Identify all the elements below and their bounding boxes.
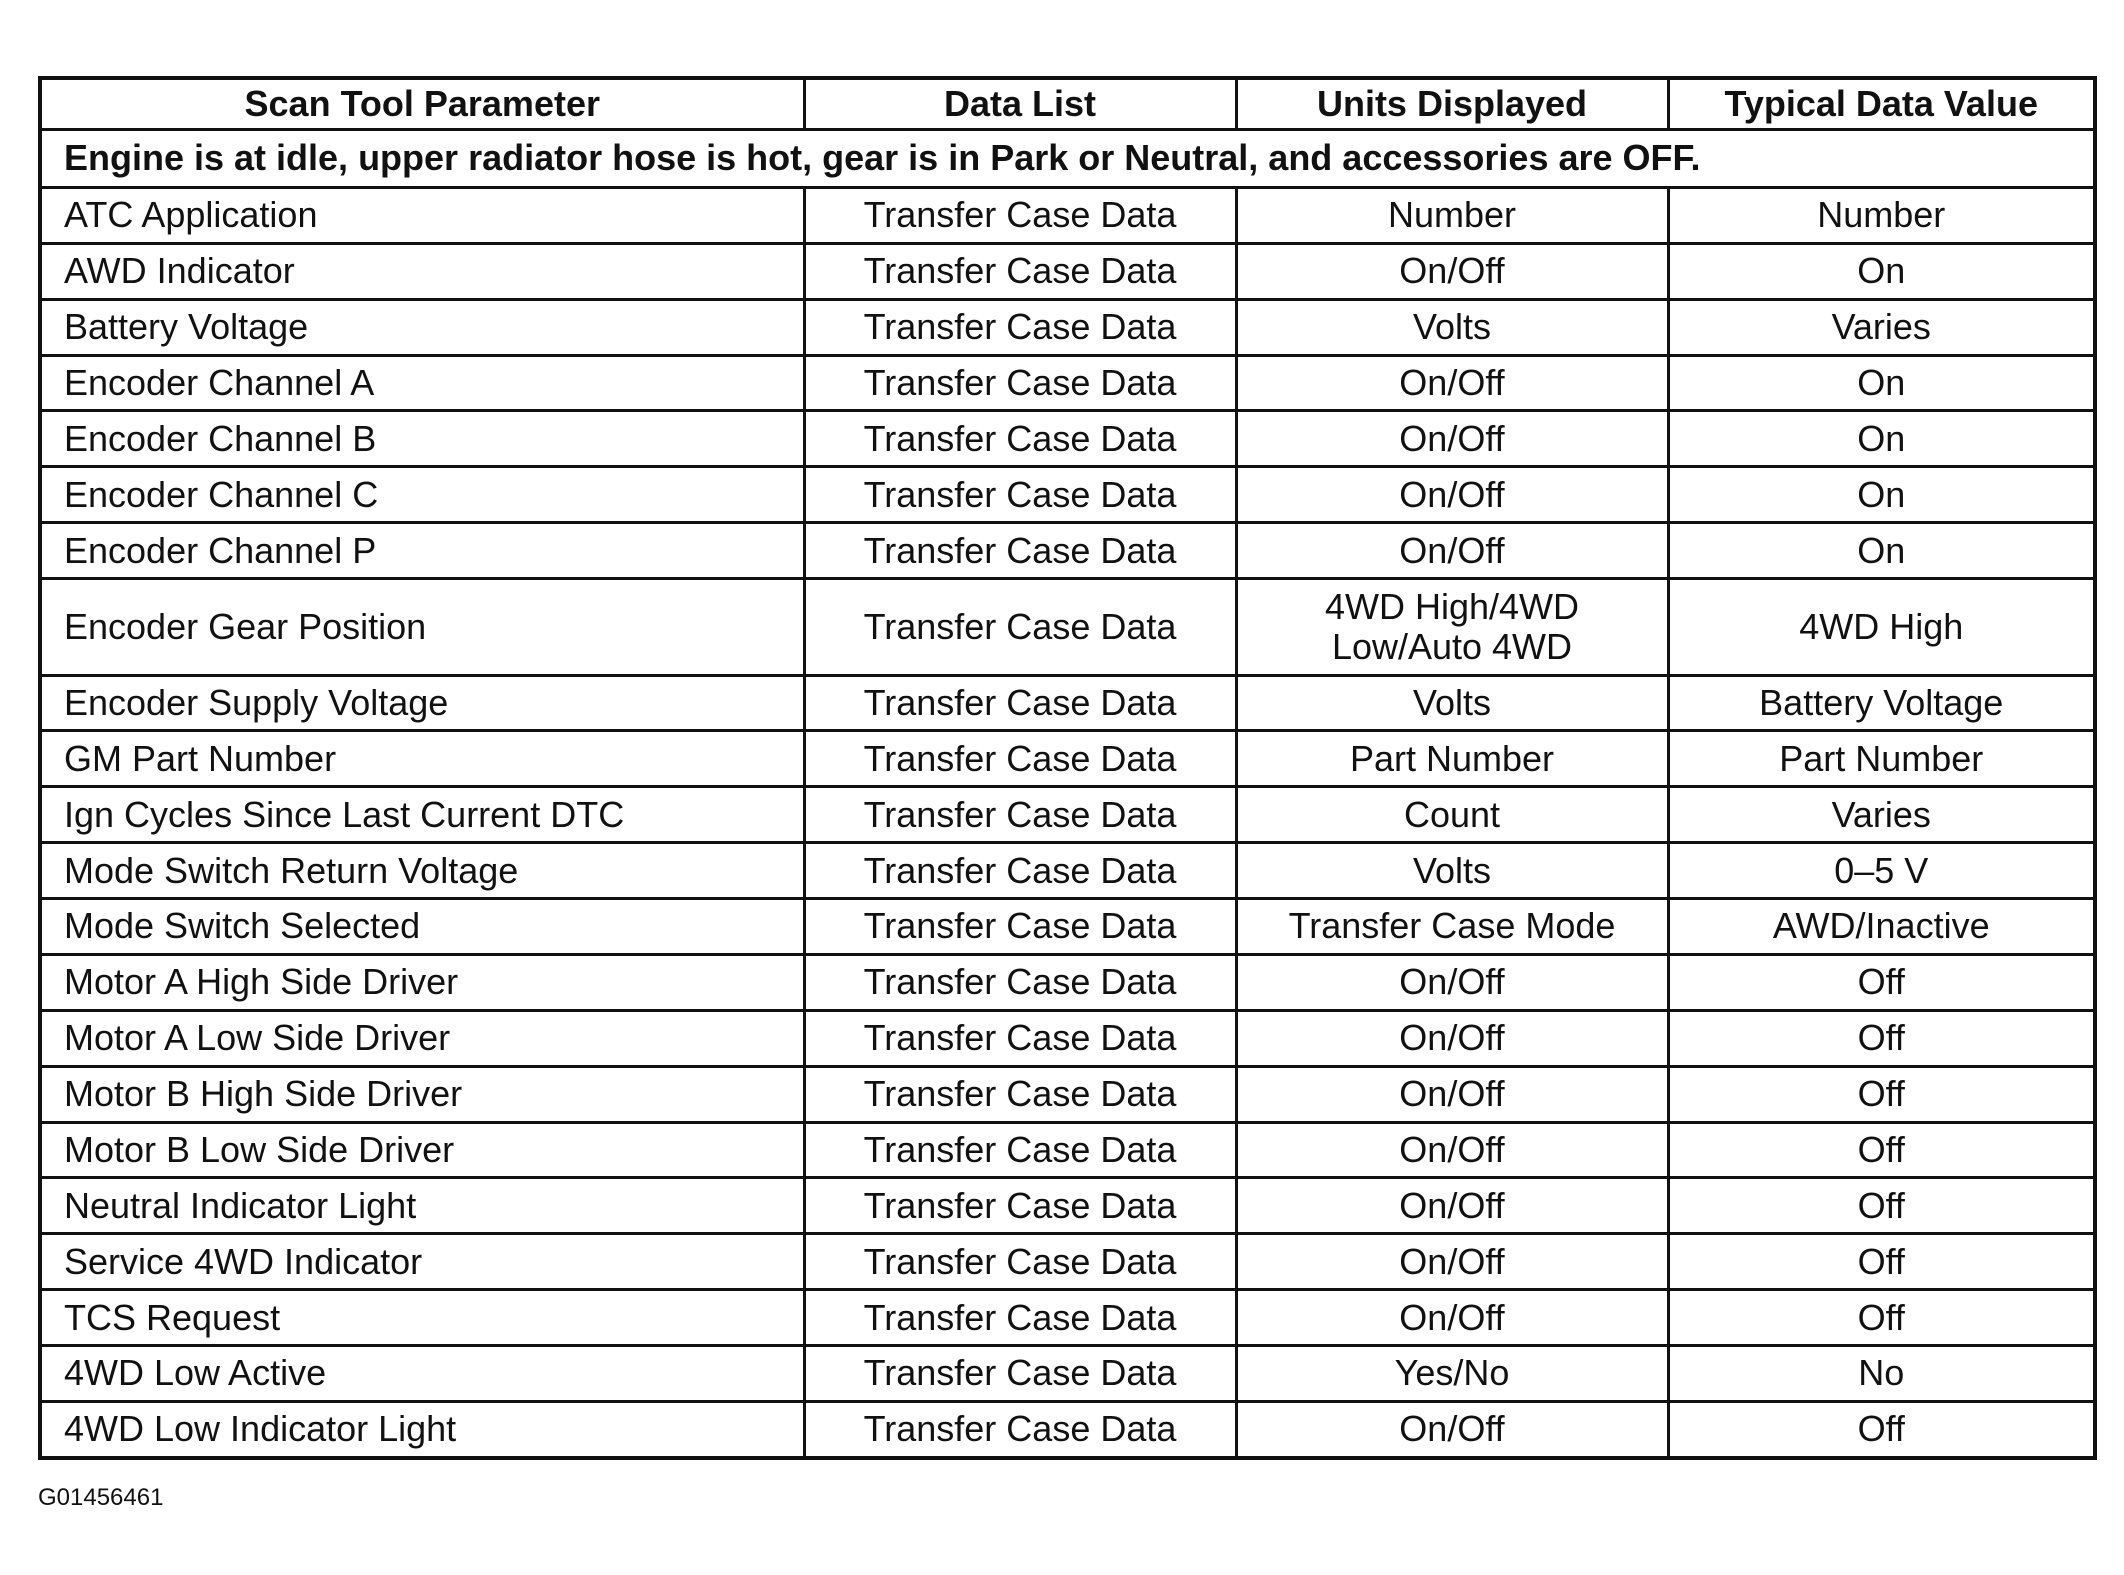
data-list-cell: Transfer Case Data [804, 1234, 1236, 1290]
parameter-cell: TCS Request [40, 1290, 804, 1346]
typical-value-cell: Varies [1668, 787, 2095, 843]
header-units-displayed: Units Displayed [1236, 78, 1668, 130]
typical-value-cell: Varies [1668, 299, 2095, 355]
data-list-cell: Transfer Case Data [804, 411, 1236, 467]
figure-id: G01456461 [38, 1484, 164, 1511]
data-list-cell: Transfer Case Data [804, 1346, 1236, 1402]
header-data-list: Data List [804, 78, 1236, 130]
data-list-cell: Transfer Case Data [804, 954, 1236, 1010]
units-cell: On/Off [1236, 1178, 1668, 1234]
table-row [40, 355, 2095, 411]
units-cell: On/Off [1236, 1010, 1668, 1066]
data-list-cell: Transfer Case Data [804, 523, 1236, 579]
table-row [40, 675, 2095, 731]
table-row [40, 1290, 2095, 1346]
typical-value-cell: 4WD High [1668, 579, 2095, 676]
units-cell: On/Off [1236, 467, 1668, 523]
parameter-cell: Encoder Supply Voltage [40, 675, 804, 731]
units-cell: On/Off [1236, 1401, 1668, 1458]
data-list-cell: Transfer Case Data [804, 731, 1236, 787]
table-row [40, 1122, 2095, 1178]
parameter-cell: ATC Application [40, 187, 804, 243]
table-row [40, 523, 2095, 579]
data-list-cell: Transfer Case Data [804, 1066, 1236, 1122]
data-list-cell: Transfer Case Data [804, 1290, 1236, 1346]
typical-value-cell: On [1668, 523, 2095, 579]
parameter-cell: Encoder Channel C [40, 467, 804, 523]
typical-value-cell: Off [1668, 1178, 2095, 1234]
units-cell: Part Number [1236, 731, 1668, 787]
parameter-cell: Motor A High Side Driver [40, 954, 804, 1010]
parameter-cell: 4WD Low Indicator Light [40, 1401, 804, 1458]
typical-value-cell: No [1668, 1346, 2095, 1402]
units-cell: Volts [1236, 675, 1668, 731]
table-row [40, 731, 2095, 787]
table-row [40, 187, 2095, 243]
typical-value-cell: On [1668, 243, 2095, 299]
data-list-cell: Transfer Case Data [804, 899, 1236, 955]
typical-value-cell: Off [1668, 1066, 2095, 1122]
parameter-cell: Neutral Indicator Light [40, 1178, 804, 1234]
table-row [40, 1066, 2095, 1122]
parameter-cell: Mode Switch Selected [40, 899, 804, 955]
units-cell: On/Off [1236, 954, 1668, 1010]
units-cell: On/Off [1236, 1290, 1668, 1346]
condition-note-row [40, 130, 2095, 188]
table-row [40, 1401, 2095, 1458]
units-cell: On/Off [1236, 1122, 1668, 1178]
parameter-cell: AWD Indicator [40, 243, 804, 299]
data-list-cell: Transfer Case Data [804, 579, 1236, 676]
units-cell: Volts [1236, 843, 1668, 899]
table-row [40, 1178, 2095, 1234]
table-row [40, 1010, 2095, 1066]
parameter-cell: Encoder Gear Position [40, 579, 804, 676]
data-list-cell: Transfer Case Data [804, 299, 1236, 355]
table-row [40, 243, 2095, 299]
parameter-cell: Motor A Low Side Driver [40, 1010, 804, 1066]
parameter-cell: 4WD Low Active [40, 1346, 804, 1402]
data-list-cell: Transfer Case Data [804, 1010, 1236, 1066]
data-list-cell: Transfer Case Data [804, 243, 1236, 299]
typical-value-cell: Off [1668, 954, 2095, 1010]
data-list-cell: Transfer Case Data [804, 1178, 1236, 1234]
table-header-row [40, 78, 2095, 130]
units-cell: On/Off [1236, 243, 1668, 299]
table-body [40, 130, 2095, 1459]
parameter-cell: Service 4WD Indicator [40, 1234, 804, 1290]
parameter-cell: Ign Cycles Since Last Current DTC [40, 787, 804, 843]
data-list-cell: Transfer Case Data [804, 787, 1236, 843]
typical-value-cell: Off [1668, 1401, 2095, 1458]
units-cell: Volts [1236, 299, 1668, 355]
parameter-cell: Battery Voltage [40, 299, 804, 355]
typical-value-cell: 0–5 V [1668, 843, 2095, 899]
table-row [40, 954, 2095, 1010]
scan-tool-data-table [38, 76, 2097, 1460]
units-cell: 4WD High/4WD Low/Auto 4WD [1236, 579, 1668, 676]
typical-value-cell: On [1668, 355, 2095, 411]
typical-value-cell: Off [1668, 1010, 2095, 1066]
table-row [40, 1346, 2095, 1402]
table-row [40, 1234, 2095, 1290]
header-scan-tool-parameter: Scan Tool Parameter [40, 78, 804, 130]
parameter-cell: Encoder Channel P [40, 523, 804, 579]
units-cell: On/Off [1236, 355, 1668, 411]
parameter-cell: Motor B Low Side Driver [40, 1122, 804, 1178]
table-row [40, 411, 2095, 467]
parameter-cell: Encoder Channel B [40, 411, 804, 467]
typical-value-cell: Battery Voltage [1668, 675, 2095, 731]
table-row [40, 299, 2095, 355]
parameter-cell: Mode Switch Return Voltage [40, 843, 804, 899]
units-cell: On/Off [1236, 1066, 1668, 1122]
condition-note: Engine is at idle, upper radiator hose is hot, gear is in Park or Neutral, and accessories are OFF. [40, 130, 2095, 188]
data-list-cell: Transfer Case Data [804, 675, 1236, 731]
typical-value-cell: Number [1668, 187, 2095, 243]
units-cell: Transfer Case Mode [1236, 899, 1668, 955]
data-list-cell: Transfer Case Data [804, 467, 1236, 523]
data-list-cell: Transfer Case Data [804, 1122, 1236, 1178]
typical-value-cell: On [1668, 411, 2095, 467]
typical-value-cell: Off [1668, 1122, 2095, 1178]
units-cell: On/Off [1236, 411, 1668, 467]
typical-value-cell: On [1668, 467, 2095, 523]
data-list-cell: Transfer Case Data [804, 187, 1236, 243]
typical-value-cell: AWD/Inactive [1668, 899, 2095, 955]
table-row [40, 579, 2095, 676]
units-cell: Count [1236, 787, 1668, 843]
units-cell: Number [1236, 187, 1668, 243]
parameter-cell: Motor B High Side Driver [40, 1066, 804, 1122]
table-row [40, 843, 2095, 899]
data-list-cell: Transfer Case Data [804, 843, 1236, 899]
typical-value-cell: Off [1668, 1290, 2095, 1346]
table-row [40, 787, 2095, 843]
typical-value-cell: Off [1668, 1234, 2095, 1290]
typical-value-cell: Part Number [1668, 731, 2095, 787]
table-row [40, 467, 2095, 523]
header-typical-data-value: Typical Data Value [1668, 78, 2095, 130]
units-cell: On/Off [1236, 1234, 1668, 1290]
units-cell: On/Off [1236, 523, 1668, 579]
data-list-cell: Transfer Case Data [804, 1401, 1236, 1458]
data-list-cell: Transfer Case Data [804, 355, 1236, 411]
units-cell: Yes/No [1236, 1346, 1668, 1402]
parameter-cell: Encoder Channel A [40, 355, 804, 411]
parameter-cell: GM Part Number [40, 731, 804, 787]
table-row [40, 899, 2095, 955]
